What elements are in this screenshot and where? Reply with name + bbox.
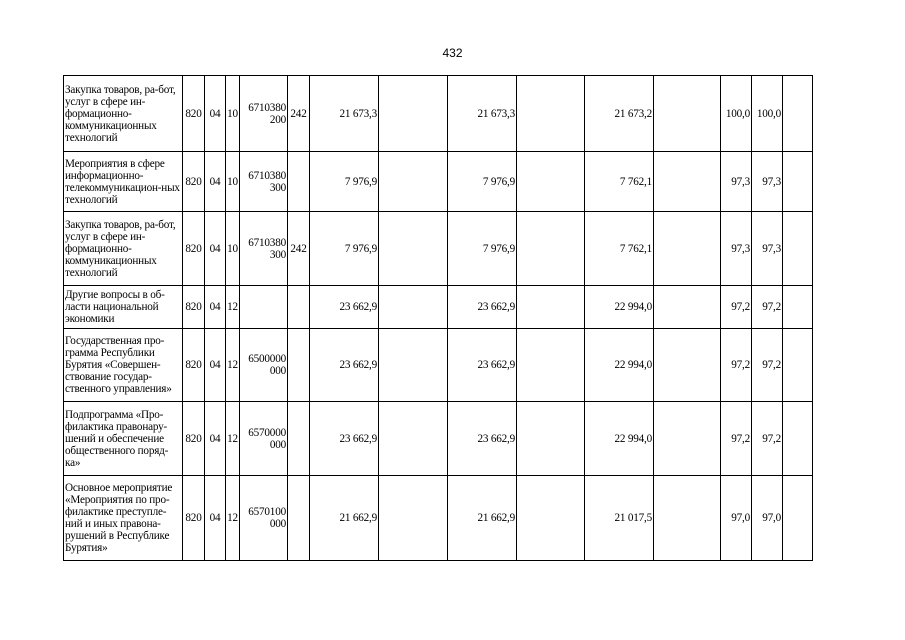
csr-code-cell: 6710380 300 — [240, 152, 288, 212]
plan2-value-cell: 7 976,9 — [448, 152, 517, 212]
table-row — [64, 212, 813, 286]
pct2-value-cell: 97,2 — [752, 329, 783, 402]
rz-code-cell: 04 — [205, 286, 226, 329]
fact-value-cell: 21 673,2 — [585, 76, 654, 152]
plan1-value-cell: 7 976,9 — [310, 212, 379, 286]
row-name-cell: Государственная про-грамма Республики Бурятия «Совершен-ствование государ-ственного управления» — [64, 329, 183, 402]
fact-value-cell: 22 994,0 — [585, 286, 654, 329]
ved-code-cell: 820 — [183, 212, 205, 286]
ved-code-cell: 820 — [183, 76, 205, 152]
spacer-cell — [654, 286, 721, 329]
ved-code-cell: 820 — [183, 152, 205, 212]
fact-value-cell: 7 762,1 — [585, 152, 654, 212]
plan2-value-cell: 23 662,9 — [448, 329, 517, 402]
vr-code-cell: 242 — [288, 76, 310, 152]
spacer-cell — [517, 329, 585, 402]
spacer-cell — [654, 476, 721, 561]
pct2-value-cell: 97,0 — [752, 476, 783, 561]
plan2-value-cell: 23 662,9 — [448, 402, 517, 476]
rz-code-cell: 04 — [205, 152, 226, 212]
rz-code-cell: 04 — [205, 402, 226, 476]
spacer-cell — [783, 212, 813, 286]
row-name-cell: Закупка товаров, ра-бот, услуг в сфере ин-формационно-коммуникационных технологий — [64, 76, 183, 152]
table-body — [64, 76, 813, 561]
pct1-value-cell: 97,2 — [721, 402, 752, 476]
rz-code-cell: 04 — [205, 76, 226, 152]
plan1-value-cell: 21 673,3 — [310, 76, 379, 152]
pct2-value-cell: 97,2 — [752, 286, 783, 329]
pr-code-cell: 12 — [226, 402, 240, 476]
vr-code-cell — [288, 329, 310, 402]
spacer-cell — [379, 402, 448, 476]
spacer-cell — [517, 476, 585, 561]
fact-value-cell: 22 994,0 — [585, 329, 654, 402]
pct1-value-cell: 97,0 — [721, 476, 752, 561]
plan1-value-cell: 23 662,9 — [310, 286, 379, 329]
csr-code-cell: 6710380 300 — [240, 212, 288, 286]
pct2-value-cell: 97,2 — [752, 402, 783, 476]
ved-code-cell: 820 — [183, 476, 205, 561]
spacer-cell — [783, 329, 813, 402]
spacer-cell — [517, 212, 585, 286]
fact-value-cell: 21 017,5 — [585, 476, 654, 561]
vr-code-cell — [288, 476, 310, 561]
vr-code-cell: 242 — [288, 212, 310, 286]
ved-code-cell: 820 — [183, 402, 205, 476]
vr-code-cell — [288, 152, 310, 212]
spacer-cell — [783, 476, 813, 561]
pr-code-cell: 10 — [226, 212, 240, 286]
pct2-value-cell: 100,0 — [752, 76, 783, 152]
spacer-cell — [379, 329, 448, 402]
row-name-cell: Подпрограмма «Про-филактика правонару-шений и обеспечение общественного поряд-ка» — [64, 402, 183, 476]
budget-table — [63, 75, 813, 561]
rz-code-cell: 04 — [205, 476, 226, 561]
pct1-value-cell: 97,3 — [721, 152, 752, 212]
ved-code-cell: 820 — [183, 329, 205, 402]
ved-code-cell: 820 — [183, 286, 205, 329]
vr-code-cell — [288, 402, 310, 476]
spacer-cell — [654, 76, 721, 152]
rz-code-cell: 04 — [205, 212, 226, 286]
csr-code-cell: 6500000 000 — [240, 329, 288, 402]
pr-code-cell: 12 — [226, 476, 240, 561]
plan2-value-cell: 21 673,3 — [448, 76, 517, 152]
spacer-cell — [379, 476, 448, 561]
plan2-value-cell: 23 662,9 — [448, 286, 517, 329]
spacer-cell — [783, 402, 813, 476]
table-row — [64, 76, 813, 152]
spacer-cell — [783, 152, 813, 212]
vr-code-cell — [288, 286, 310, 329]
plan1-value-cell: 21 662,9 — [310, 476, 379, 561]
pct2-value-cell: 97,3 — [752, 152, 783, 212]
pct1-value-cell: 100,0 — [721, 76, 752, 152]
spacer-cell — [654, 402, 721, 476]
row-name-cell: Мероприятия в сфере информационно-телекоммуникацион-ных технологий — [64, 152, 183, 212]
row-name-cell: Закупка товаров, ра-бот, услуг в сфере ин-формационно-коммуникационных технологий — [64, 212, 183, 286]
spacer-cell — [379, 152, 448, 212]
spacer-cell — [654, 152, 721, 212]
pct1-value-cell: 97,3 — [721, 212, 752, 286]
pr-code-cell: 12 — [226, 286, 240, 329]
plan2-value-cell: 7 976,9 — [448, 212, 517, 286]
spacer-cell — [517, 402, 585, 476]
pr-code-cell: 10 — [226, 152, 240, 212]
plan2-value-cell: 21 662,9 — [448, 476, 517, 561]
csr-code-cell: 6570100 000 — [240, 476, 288, 561]
table-row — [64, 329, 813, 402]
rz-code-cell: 04 — [205, 329, 226, 402]
table-row — [64, 402, 813, 476]
row-name-cell: Основное мероприятие «Мероприятия по про-филактике преступле-ний и иных правона-рушений в Республике Бурятия» — [64, 476, 183, 561]
spacer-cell — [654, 329, 721, 402]
plan1-value-cell: 23 662,9 — [310, 329, 379, 402]
spacer-cell — [517, 152, 585, 212]
fact-value-cell: 7 762,1 — [585, 212, 654, 286]
pr-code-cell: 10 — [226, 76, 240, 152]
row-name-cell: Другие вопросы в об-ласти национальной экономики — [64, 286, 183, 329]
spacer-cell — [517, 286, 585, 329]
pct2-value-cell: 97,3 — [752, 212, 783, 286]
spacer-cell — [379, 212, 448, 286]
spacer-cell — [783, 76, 813, 152]
spacer-cell — [379, 286, 448, 329]
csr-code-cell — [240, 286, 288, 329]
csr-code-cell: 6570000 000 — [240, 402, 288, 476]
table-row — [64, 286, 813, 329]
pct1-value-cell: 97,2 — [721, 329, 752, 402]
spacer-cell — [654, 212, 721, 286]
plan1-value-cell: 7 976,9 — [310, 152, 379, 212]
table-row — [64, 476, 813, 561]
pr-code-cell: 12 — [226, 329, 240, 402]
spacer-cell — [783, 286, 813, 329]
page-number: 432 — [442, 46, 463, 60]
spacer-cell — [379, 76, 448, 152]
csr-code-cell: 6710380 200 — [240, 76, 288, 152]
table-row — [64, 152, 813, 212]
fact-value-cell: 22 994,0 — [585, 402, 654, 476]
pct1-value-cell: 97,2 — [721, 286, 752, 329]
plan1-value-cell: 23 662,9 — [310, 402, 379, 476]
spacer-cell — [517, 76, 585, 152]
